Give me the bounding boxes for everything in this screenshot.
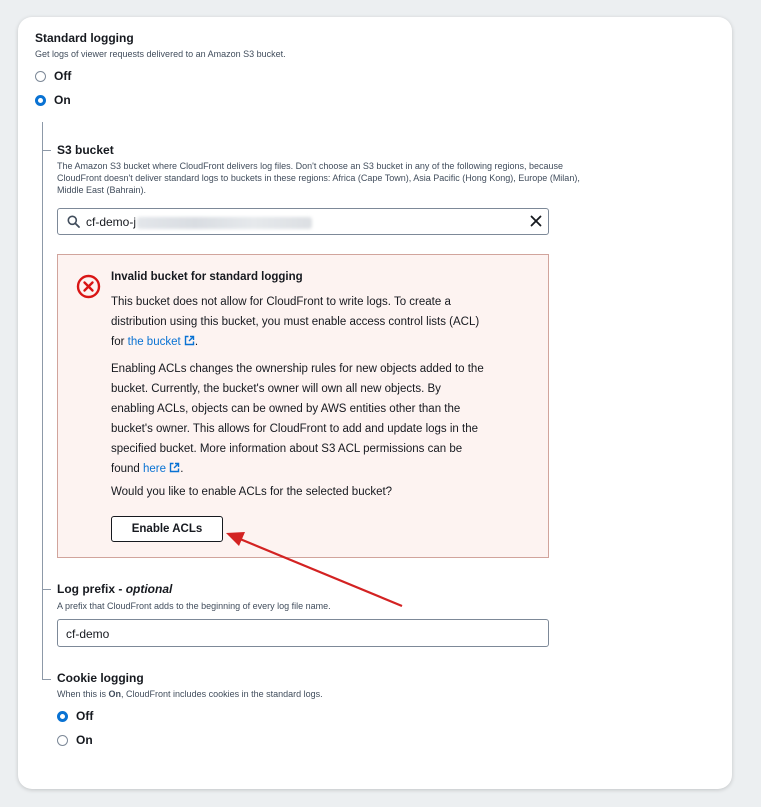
desc-text: When this is [57,689,109,699]
alert-title: Invalid bucket for standard logging [111,271,303,283]
description-line: Middle East (Bahrain). [57,185,147,195]
alert-line: Enabling ACLs changes the ownership rules for new objects added to the [111,363,484,375]
description-line: CloudFront doesn't deliver standard logs to buckets in these regions: Africa (Cape Town), Asia Pacific (Hong Kong), Europe (Milan), [57,173,580,183]
radio-label: Off [76,709,94,723]
log-prefix-input[interactable] [57,619,549,647]
optional-label: optional [125,582,173,596]
cookie-logging-title: Cookie logging [57,671,144,685]
search-value-text: cf-demo-j [86,215,137,229]
alert-line: enabling ACLs, objects can be owned by AWS entities other than the [111,403,461,415]
alert-line: bucket's owner. This allows for CloudFront to add and update logs in the [111,423,479,435]
log-prefix-title: Log prefix - optional [57,582,173,596]
cookie-logging-off-radio[interactable] [57,709,93,723]
enable-acls-button[interactable]: Enable ACLs [111,516,223,542]
alert-line: bucket. Currently, the bucket's owner will own all new objects. By [111,383,441,395]
here-link[interactable]: here [142,463,167,475]
desc-bold: On [108,689,122,699]
radio-label: Off [54,69,72,83]
alert-line: distribution using this bucket, you must enable access control lists (ACL) [111,316,480,328]
alert-line: found here . [111,463,184,475]
log-prefix-label: Log prefix [57,582,116,596]
log-prefix-description: A prefix that CloudFront adds to the beginning of every log file name. [57,601,331,611]
radio-button[interactable] [57,711,68,722]
s3-bucket-title: S3 bucket [57,143,114,157]
alert-question: Would you like to enable ACLs for the selected bucket? [111,486,393,498]
radio-label: On [76,733,93,747]
standard-logging-description: Get logs of viewer requests delivered to an Amazon S3 bucket. [35,49,286,59]
alert-text: for [111,336,128,348]
cookie-logging-description [57,688,323,700]
cookie-logging-on-radio[interactable] [57,733,93,747]
standard-logging-title: Standard logging [35,31,134,45]
radio-label: On [54,93,71,107]
alert-line: for the bucket . [111,336,199,348]
log-prefix-value: cf-demo [66,627,110,641]
alert-text: found [111,463,143,475]
alert-line: specified bucket. More information about S3 ACL permissions can be [111,443,463,455]
the-bucket-link[interactable]: the bucket [127,336,181,348]
alert-line: This bucket does not allow for CloudFront to write logs. To create a [111,296,451,308]
desc-text: , CloudFront includes cookies in the standard logs. [121,689,323,699]
radio-button[interactable] [57,735,68,746]
description-line: The Amazon S3 bucket where CloudFront delivers log files. Don't choose an S3 bucket in any of the following regions, because [57,161,564,171]
